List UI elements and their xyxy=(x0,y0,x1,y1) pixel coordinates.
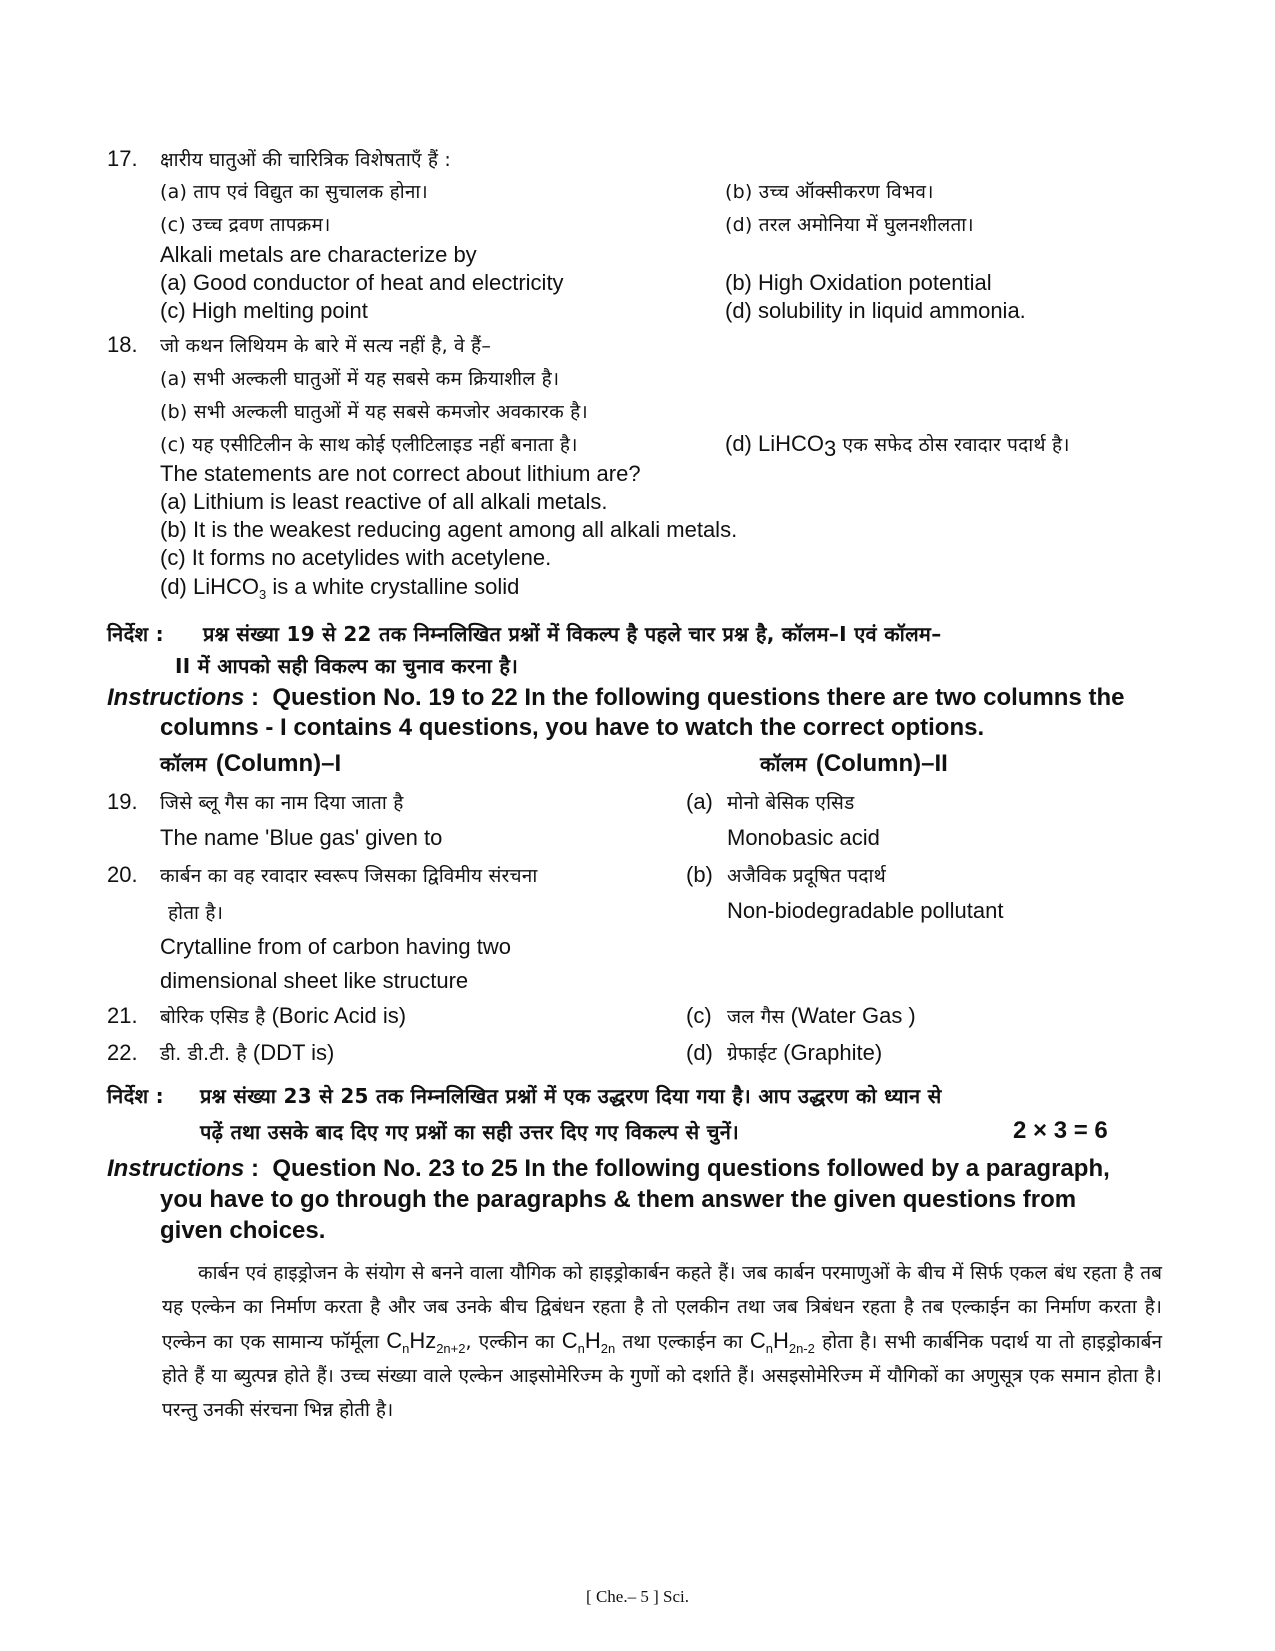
formula-alkene-sub-n: n xyxy=(577,1341,585,1356)
q19-number: 19. xyxy=(107,789,138,814)
q18-hindi-option-d-text: एक सफेद ठोस रवादार पदार्थ है। xyxy=(836,434,1070,456)
q18-hindi-option-c: (c) यह एसीटिलीन के साथ कोई एलीटिलाइड नहीं बनाता है। xyxy=(160,434,578,456)
formula-alkene xyxy=(561,1328,616,1356)
q19-english: The name 'Blue gas' given to xyxy=(160,825,443,850)
q17-hindi-option-a: (a) ताप एवं विद्युत का सुचालक होना। xyxy=(160,181,428,203)
q18-english-option-c: (c) It forms no acetylides with acetylene. xyxy=(160,545,552,570)
direction-2-line-1: प्रश्न संख्या 23 से 25 तक निम्नलिखित प्रश्नों में एक उद्धरण दिया गया है। आप उद्धरण को ध्यान से xyxy=(200,1084,942,1108)
formula-alkane-h: Hz xyxy=(409,1328,437,1353)
option-a-english: Monobasic acid xyxy=(727,825,880,850)
q17-hindi-option-c: (c) उच्च द्रवण तापक्रम। xyxy=(160,214,331,236)
instructions-2-line-3: given choices. xyxy=(160,1217,326,1244)
column-2-header-hindi: कॉलम xyxy=(760,752,807,776)
formula-alkyne-sub-n: n xyxy=(765,1341,773,1356)
column-1-header-hindi: कॉलम xyxy=(160,752,207,776)
q17-number: 17. xyxy=(107,146,138,171)
instructions-2-text-1: Question No. 23 to 25 In the following questions followed by a paragraph, xyxy=(272,1155,1110,1182)
option-c-text xyxy=(727,1003,916,1029)
option-b-label: (b) xyxy=(686,862,713,887)
q17-english-stem: Alkali metals are characterize by xyxy=(160,242,477,267)
instructions-2-colon: : xyxy=(244,1155,260,1182)
q18-number: 18. xyxy=(107,332,138,357)
formula-alkyne-c: C xyxy=(749,1328,766,1353)
formula-alkyne-h: H xyxy=(773,1328,789,1353)
passage-text-1: कार्बन एवं हाइड्रोजन के संयोग से बनने वाला यौगिक को हाइड्रोकार्बन कहते हैं। जब कार्बन परमाणुओं के बीच में सिर्फ एकल बंध रहता है तब यह एल्केन का निर्माण करता है और जब उनके बीच द्विबंधन रहता है तो एलकीन तथा जब त्रिबंधन रहता है तब एल्काईन का निर्माण करता है। एल्केन का एक सामान्य फॉर्मूला xyxy=(162,1262,1162,1353)
formula-alkene-h: H xyxy=(584,1328,601,1353)
direction-2-line-2: पढ़ें तथा उसके बाद दिए गए प्रश्नों का सही उत्तर दिए गए विकल्प से चुनें। xyxy=(200,1120,739,1144)
formula-alkane-c: C xyxy=(386,1328,403,1353)
formula-alkene-c: C xyxy=(561,1328,578,1353)
q22-number: 22. xyxy=(107,1040,138,1065)
q17-english-option-c: (c) High melting point xyxy=(160,298,368,323)
instructions-1-line-2: columns - I contains 4 questions, you have to watch the correct options. xyxy=(160,714,985,741)
option-d-hindi: ग्रेफाईट xyxy=(727,1043,777,1065)
direction-2-label: निर्देश : xyxy=(107,1084,164,1108)
instructions-2-line-2: you have to go through the paragraphs & them answer the given questions from xyxy=(160,1186,1077,1213)
marks-label: 2 × 3 = 6 xyxy=(1013,1117,1108,1144)
q18-english-option-a: (a) Lithium is least reactive of all alkali metals. xyxy=(160,489,608,514)
column-1-header-english: (Column)–I xyxy=(215,750,342,777)
instructions-1-line-1 xyxy=(107,684,1124,712)
instructions-1-label: Instructions xyxy=(107,684,245,711)
passage xyxy=(162,1256,1162,1427)
formula-lihco3: (d) LiHCO xyxy=(160,574,260,599)
instructions-2-line-1 xyxy=(107,1155,1110,1183)
q21-text xyxy=(160,1003,406,1029)
option-b-hindi: अजैविक प्रदूषित पदार्थ xyxy=(727,865,886,887)
formula-lihco3: (d) LiHCO xyxy=(725,431,825,456)
q20-hindi-line-2: होता है। xyxy=(168,902,224,924)
q21-english: (Boric Acid is) xyxy=(265,1003,407,1028)
q18-hindi-stem: जो कथन लिथियम के बारे में सत्य नहीं है, वे हैं– xyxy=(160,335,492,357)
column-1-header xyxy=(160,750,341,778)
q18-hindi-option-a: (a) सभी अल्कली घातुओं में यह सबसे कम क्रियाशील है। xyxy=(160,368,560,390)
instructions-1-colon: : xyxy=(244,684,260,711)
q17-hindi-option-b: (b) उच्च ऑक्सीकरण विभव। xyxy=(725,181,934,203)
option-d-label: (d) xyxy=(686,1040,713,1065)
q20-hindi-line-1: कार्बन का वह रवादार स्वरूप जिसका द्विविमीय संरचना xyxy=(160,865,538,887)
direction-1-label: निर्देश : xyxy=(107,622,164,646)
q21-hindi: बोरिक एसिड है xyxy=(160,1006,266,1028)
option-c-label: (c) xyxy=(686,1003,712,1028)
direction-1-line-1: प्रश्न संख्या 19 से 22 तक निम्नलिखित प्रश्नों में विकल्प है पहले चार प्रश्न है, कॉलम–I एवं कॉलम– xyxy=(203,622,942,646)
q20-number: 20. xyxy=(107,862,138,887)
formula-alkyne xyxy=(749,1328,815,1356)
q22-text xyxy=(160,1040,334,1066)
q22-hindi: डी. डी.टी. है xyxy=(160,1043,247,1065)
option-c-hindi: जल गैस xyxy=(727,1006,785,1028)
q17-hindi-stem: क्षारीय घातुओं की चारित्रिक विशेषताएँ हैं : xyxy=(160,149,452,171)
passage-text-4: होता है। सभी कार्बनिक पदार्थ या तो हाइड्रोकार्बन होते हैं या ब्युत्पन्न होते हैं। उच्च संख्या वाले एल्केन आइसोमेरिज्म के गुणों को दर्शाते हैं। असइसोमेरिज्म में यौगिकों का अणुसूत्र एक समान होता है। परन्तु उनकी संरचना भिन्न होती है। xyxy=(162,1331,1162,1421)
option-a-label: (a) xyxy=(686,789,713,814)
formula-alkyne-sub-h: 2n-2 xyxy=(788,1341,815,1356)
q20-english-line-1: Crytalline from of carbon having two xyxy=(160,934,511,959)
q21-number: 21. xyxy=(107,1003,138,1028)
formula-alkene-sub-h: 2n xyxy=(600,1341,616,1356)
formula-alkane-sub-h: 2n+2 xyxy=(436,1341,466,1356)
formula-subscript: 3 xyxy=(259,587,267,602)
option-d-english: (Graphite) xyxy=(777,1040,883,1065)
formula-alkane xyxy=(386,1328,466,1356)
passage-text-2: , एल्कीन का xyxy=(465,1331,562,1353)
option-d-text xyxy=(727,1040,882,1066)
passage-text-3: तथा एल्काईन का xyxy=(615,1331,750,1353)
q20-english-line-2: dimensional sheet like structure xyxy=(160,968,469,993)
direction-1-line-2: II में आपको सही विकल्प का चुनाव करना है। xyxy=(175,654,519,678)
option-b-english: Non-biodegradable pollutant xyxy=(727,898,1004,923)
column-2-header xyxy=(760,750,948,778)
q17-english-option-d: (d) solubility in liquid ammonia. xyxy=(725,298,1026,323)
page-footer: [ Che.– 5 ] Sci. xyxy=(586,1587,689,1606)
q18-hindi-option-b: (b) सभी अल्कली घातुओं में यह सबसे कमजोर अवकारक है। xyxy=(160,401,588,423)
instructions-2-label: Instructions xyxy=(107,1155,245,1182)
option-c-english: (Water Gas ) xyxy=(784,1003,916,1028)
q18-hindi-option-d xyxy=(725,431,1070,461)
q18-english-stem: The statements are not correct about lithium are? xyxy=(160,461,641,486)
formula-subscript: 3 xyxy=(824,436,837,461)
q19-hindi: जिसे ब्लू गैस का नाम दिया जाता है xyxy=(160,792,404,814)
q18-english-option-b: (b) It is the weakest reducing agent among all alkali metals. xyxy=(160,517,738,542)
instructions-1-text-1: Question No. 19 to 22 In the following questions there are two columns the xyxy=(272,684,1125,711)
q18-english-option-d xyxy=(160,574,519,600)
formula-alkane-sub-n: n xyxy=(402,1341,410,1356)
q17-hindi-option-d: (d) तरल अमोनिया में घुलनशीलता। xyxy=(725,214,974,236)
q18-english-option-d-text: is a white crystalline solid xyxy=(266,574,520,599)
option-a-hindi: मोनो बेसिक एसिड xyxy=(727,792,855,814)
q22-english: (DDT is) xyxy=(246,1040,335,1065)
q17-english-option-a: (a) Good conductor of heat and electricity xyxy=(160,270,564,295)
q17-english-option-b: (b) High Oxidation potential xyxy=(725,270,992,295)
column-2-header-english: (Column)–II xyxy=(815,750,948,777)
